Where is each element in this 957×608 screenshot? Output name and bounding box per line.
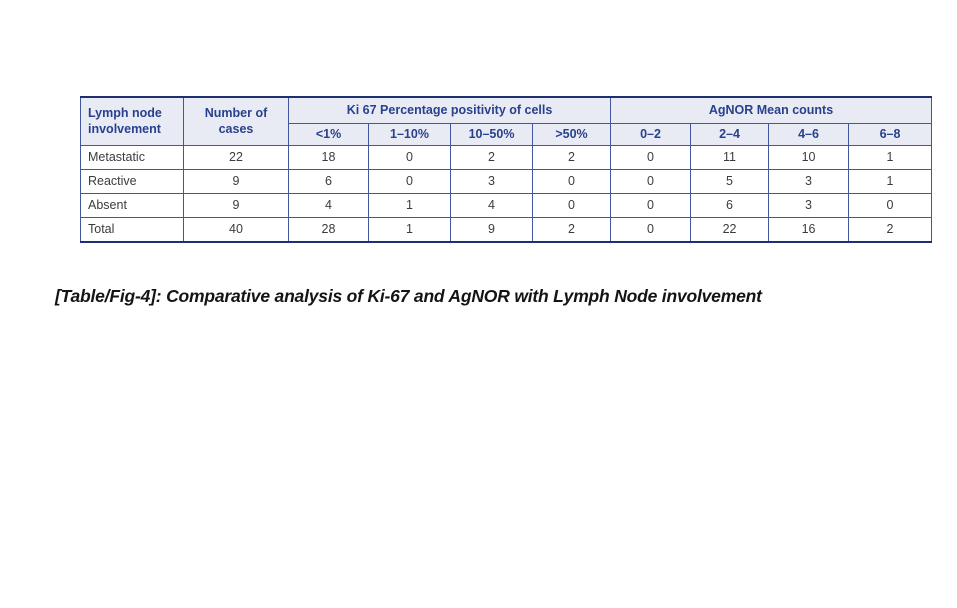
cell-value: 3 [769, 170, 849, 194]
cell-cases: 9 [184, 170, 289, 194]
header-group-ki67: Ki 67 Percentage positivity of cells [289, 97, 611, 124]
cell-value: 0 [611, 194, 691, 218]
header-number-of-cases: Number of cases [184, 97, 289, 146]
cell-value: 5 [691, 170, 769, 194]
cell-value: 10 [769, 146, 849, 170]
header-group-agnor: AgNOR Mean counts [611, 97, 932, 124]
cell-value: 22 [691, 218, 769, 243]
cell-value: 2 [451, 146, 533, 170]
cell-value: 9 [451, 218, 533, 243]
cell-value: 2 [849, 218, 932, 243]
table-row-absent [81, 194, 932, 218]
cell-value: 4 [451, 194, 533, 218]
cell-value: 1 [849, 146, 932, 170]
row-label: Metastatic [81, 146, 184, 170]
cell-cases: 40 [184, 218, 289, 243]
cell-value: 0 [611, 218, 691, 243]
cell-value: 0 [533, 170, 611, 194]
table-row-total [81, 218, 932, 243]
cell-value: 0 [369, 170, 451, 194]
figure-caption: [Table/Fig-4]: Comparative analysis of Ki-67 and AgNOR with Lymph Node involvement [55, 286, 762, 306]
cell-value: 3 [769, 194, 849, 218]
cell-value: 3 [451, 170, 533, 194]
cell-value: 2 [533, 146, 611, 170]
cell-value: 28 [289, 218, 369, 243]
cell-value: 11 [691, 146, 769, 170]
cell-value: 6 [289, 170, 369, 194]
cell-value: 1 [369, 194, 451, 218]
cell-value: 16 [769, 218, 849, 243]
row-label: Total [81, 218, 184, 243]
row-label: Reactive [81, 170, 184, 194]
row-label: Absent [81, 194, 184, 218]
cell-cases: 22 [184, 146, 289, 170]
header-ki67-gt50: >50% [533, 124, 611, 146]
cell-value: 1 [849, 170, 932, 194]
cell-value: 2 [533, 218, 611, 243]
cell-value: 0 [611, 146, 691, 170]
header-agnor-2-4: 2–4 [691, 124, 769, 146]
header-lymph-node-involvement: Lymph node involvement [81, 97, 184, 146]
cell-value: 0 [533, 194, 611, 218]
table-row-metastatic [81, 146, 932, 170]
header-agnor-0-2: 0–2 [611, 124, 691, 146]
cell-cases: 9 [184, 194, 289, 218]
cell-value: 18 [289, 146, 369, 170]
header-agnor-6-8: 6–8 [849, 124, 932, 146]
header-agnor-4-6: 4–6 [769, 124, 849, 146]
header-ki67-10-50: 10–50% [451, 124, 533, 146]
cell-value: 0 [369, 146, 451, 170]
header-ki67-lt1: <1% [289, 124, 369, 146]
table-row-reactive [81, 170, 932, 194]
comparative-analysis-table [80, 96, 932, 243]
cell-value: 4 [289, 194, 369, 218]
cell-value: 6 [691, 194, 769, 218]
table-header-row-groups [81, 97, 932, 124]
cell-value: 0 [611, 170, 691, 194]
cell-value: 1 [369, 218, 451, 243]
header-ki67-1-10: 1–10% [369, 124, 451, 146]
cell-value: 0 [849, 194, 932, 218]
